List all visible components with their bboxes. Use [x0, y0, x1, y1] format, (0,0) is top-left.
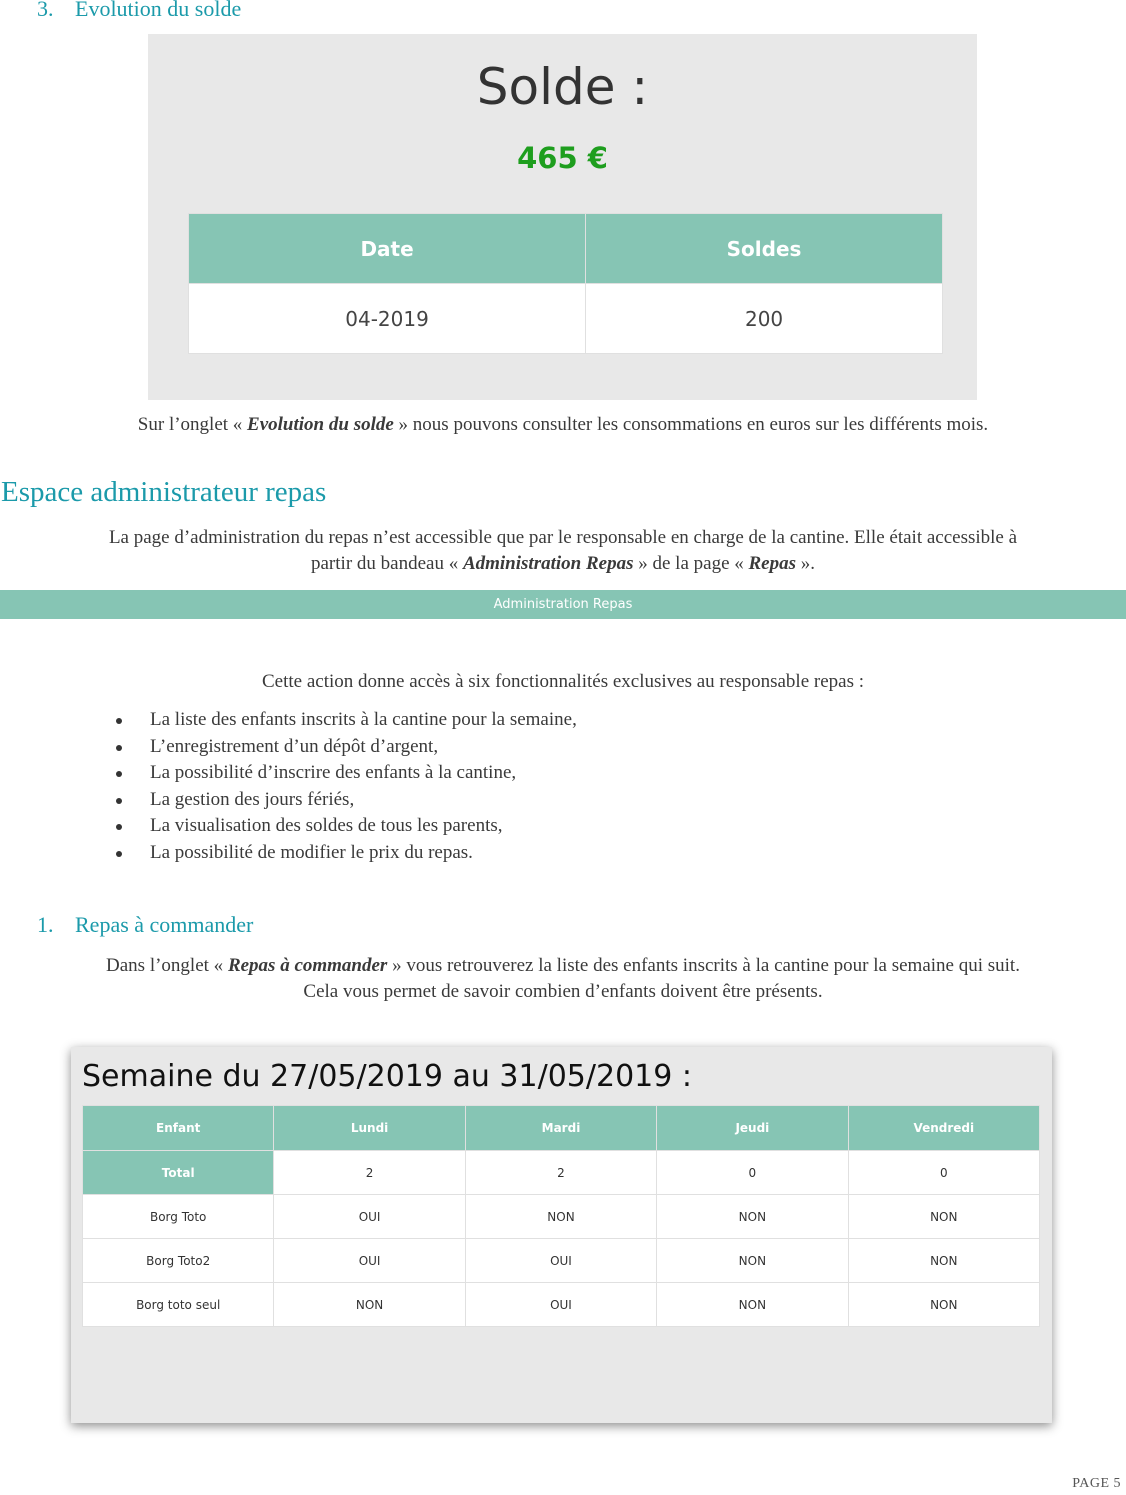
solde-caption: [0, 412, 1126, 438]
list-item: La possibilité de modifier le prix du repas.: [112, 840, 577, 867]
list-item: La visualisation des soldes de tous les parents,: [112, 813, 577, 840]
total-row: [83, 1151, 1040, 1195]
text: Dans l’onglet «: [106, 955, 228, 976]
text: » de la page «: [633, 553, 749, 574]
emphasis: Repas à commander: [227, 955, 388, 976]
table-cell: 04-2019: [189, 284, 586, 354]
list-item: La possibilité d’inscrire des enfants à la cantine,: [112, 760, 577, 787]
table-cell: NON: [848, 1283, 1039, 1327]
solde-title: Solde :: [476, 58, 649, 116]
repas-caption: [0, 953, 1126, 1005]
total-label: Total: [83, 1151, 274, 1195]
page-number: PAGE 5: [1072, 1476, 1121, 1491]
paragraph-line: [0, 953, 1126, 979]
table-cell: Borg Toto: [83, 1195, 274, 1239]
admin-paragraph: [0, 525, 1126, 577]
paragraph-line: Cela vous permet de savoir combien d’enfants doivent être présents.: [303, 981, 823, 1002]
section-title: Repas à commander: [75, 912, 254, 937]
table-header-row: [83, 1106, 1040, 1151]
column-header-soldes: Soldes: [586, 214, 943, 284]
section-number: 3.: [37, 0, 54, 21]
admin-banner-label[interactable]: Administration Repas: [493, 597, 633, 612]
admin-section-heading: Espace administrateur repas: [1, 476, 327, 508]
table-cell: NON: [657, 1283, 848, 1327]
emphasis: Repas: [748, 553, 796, 574]
caption-emphasis: Evolution du solde: [247, 414, 394, 435]
table-cell: OUI: [274, 1195, 465, 1239]
column-header-date: Date: [189, 214, 586, 284]
paragraph-line: [0, 551, 1126, 577]
list-item: La liste des enfants inscrits à la cantine pour la semaine,: [112, 707, 577, 734]
table-cell: 2: [465, 1151, 656, 1195]
table-header-row: [189, 214, 943, 284]
table-cell: NON: [848, 1239, 1039, 1283]
table-row: [83, 1239, 1040, 1283]
table-cell: 200: [586, 284, 943, 354]
column-header-jeudi: Jeudi: [657, 1106, 848, 1151]
table-cell: OUI: [465, 1239, 656, 1283]
column-header-lundi: Lundi: [274, 1106, 465, 1151]
solde-amount: 465 €: [517, 141, 608, 175]
section-number: 1.: [37, 912, 54, 937]
section-title: Evolution du solde: [75, 0, 242, 21]
semaine-screenshot: [71, 1047, 1052, 1423]
list-item: L’enregistrement d’un dépôt d’argent,: [112, 734, 577, 761]
table-row: [83, 1283, 1040, 1327]
table-cell: NON: [465, 1195, 656, 1239]
solde-screenshot: [148, 34, 977, 400]
table-cell: NON: [657, 1195, 848, 1239]
column-header-vendredi: Vendredi: [848, 1106, 1039, 1151]
features-list: [112, 707, 577, 866]
paragraph-line: La page d’administration du repas n’est accessible que par le responsable en charge de la cantine. Elle était accessible à: [108, 527, 1018, 548]
text: partir du bandeau «: [311, 553, 463, 574]
section-heading: [37, 0, 241, 22]
table-cell: OUI: [465, 1283, 656, 1327]
solde-table: [188, 213, 943, 354]
features-intro: Cette action donne accès à six fonctionnalités exclusives au responsable repas :: [262, 671, 864, 692]
list-item: La gestion des jours fériés,: [112, 787, 577, 814]
table-row: [83, 1195, 1040, 1239]
table-cell: Borg toto seul: [83, 1283, 274, 1327]
column-header-enfant: Enfant: [83, 1106, 274, 1151]
emphasis: Administration Repas: [462, 553, 634, 574]
table-cell: NON: [848, 1195, 1039, 1239]
semaine-table: [82, 1105, 1040, 1327]
semaine-title: Semaine du 27/05/2019 au 31/05/2019 :: [82, 1059, 692, 1094]
table-cell: OUI: [274, 1239, 465, 1283]
table-cell: 0: [657, 1151, 848, 1195]
text: » vous retrouverez la liste des enfants inscrits à la cantine pour la semaine qui suit.: [387, 955, 1020, 976]
table-cell: NON: [657, 1239, 848, 1283]
table-cell: NON: [274, 1283, 465, 1327]
text: ».: [796, 553, 815, 574]
admin-banner[interactable]: [0, 590, 1126, 619]
table-cell: Borg Toto2: [83, 1239, 274, 1283]
column-header-mardi: Mardi: [465, 1106, 656, 1151]
table-cell: 2: [274, 1151, 465, 1195]
table-row: [189, 284, 943, 354]
caption-text: » nous pouvons consulter les consommations en euros sur les différents mois.: [393, 414, 989, 435]
table-cell: 0: [848, 1151, 1039, 1195]
section-heading: [37, 912, 253, 938]
caption-text: Sur l’onglet «: [137, 414, 248, 435]
